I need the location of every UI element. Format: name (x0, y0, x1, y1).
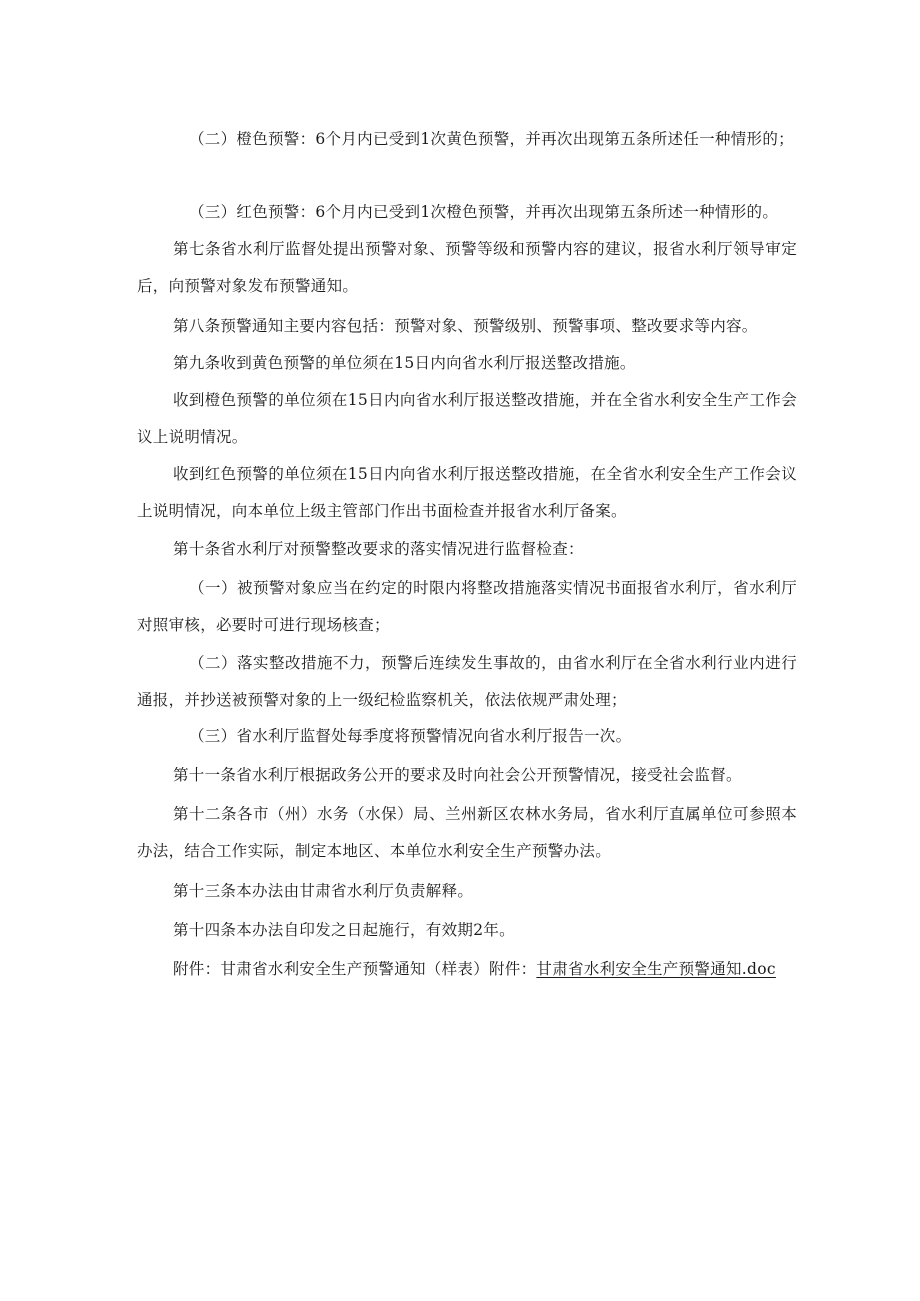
article-8: 第八条预警通知主要内容包括：预警对象、预警级别、预警事项、整改要求等内容。 (173, 317, 758, 335)
article-10-item-2: （二）落实整改措施不力，预警后连续发生事故的，由省水利厅在全省水利行业内进行通报，并抄送被预警对象的上一级纪检监察机关，依法依规严肃处理； (137, 654, 797, 709)
clause-red-warning: （三）红色预警：6个月内已受到1次橙色预警，并再次出现第五条所述一种情形的。 (189, 203, 779, 221)
article-10: 第十条省水利厅对预警整改要求的落实情况进行监督检查： (173, 540, 584, 558)
article-9-orange: 收到橙色预警的单位须在15日内向省水利厅报送整改措施，并在全省水利安全生产工作会议上说明情况。 (137, 391, 797, 446)
article-10-item-3: （三）省水利厅监督处每季度将预警情况向省水利厅报告一次。 (189, 727, 632, 745)
attachment-link[interactable]: 甘肃省水利安全生产预警通知.doc (536, 960, 776, 978)
article-9: 第九条收到黄色预警的单位须在15日内向省水利厅报送整改措施。 (173, 354, 636, 372)
article-11: 第十一条省水利厅根据政务公开的要求及时向社会公开预警情况，接受社会监督。 (173, 766, 742, 784)
article-10-item-1: （一）被预警对象应当在约定的时限内将整改措施落实情况书面报省水利厅，省水利厅对照审核，必要时可进行现场核查； (137, 579, 797, 634)
clause-orange-warning: （二）橙色预警：6个月内已受到1次黄色预警，并再次出现第五条所述任一种情形的； (189, 130, 794, 148)
article-14: 第十四条本办法自印发之日起施行，有效期2年。 (173, 921, 515, 939)
article-7: 第七条省水利厅监督处提出预警对象、预警等级和预警内容的建议，报省水利厅领导审定后，向预警对象发布预警通知。 (137, 240, 797, 295)
article-9-red: 收到红色预警的单位须在15日内向省水利厅报送整改措施，在全省水利安全生产工作会议上说明情况，向本单位上级主管部门作出书面检查并报省水利厅备案。 (137, 465, 797, 520)
article-13: 第十三条本办法由甘肃省水利厅负责解释。 (173, 882, 474, 900)
article-12: 第十二条各市（州）水务（水保）局、兰州新区农林水务局，省水利厅直属单位可参照本办法，结合工作实际，制定本地区、本单位水利安全生产预警办法。 (137, 805, 797, 860)
attachment-prefix: 附件：甘肃省水利安全生产预警通知（样表）附件： (173, 960, 537, 978)
attachment-line (137, 951, 797, 988)
